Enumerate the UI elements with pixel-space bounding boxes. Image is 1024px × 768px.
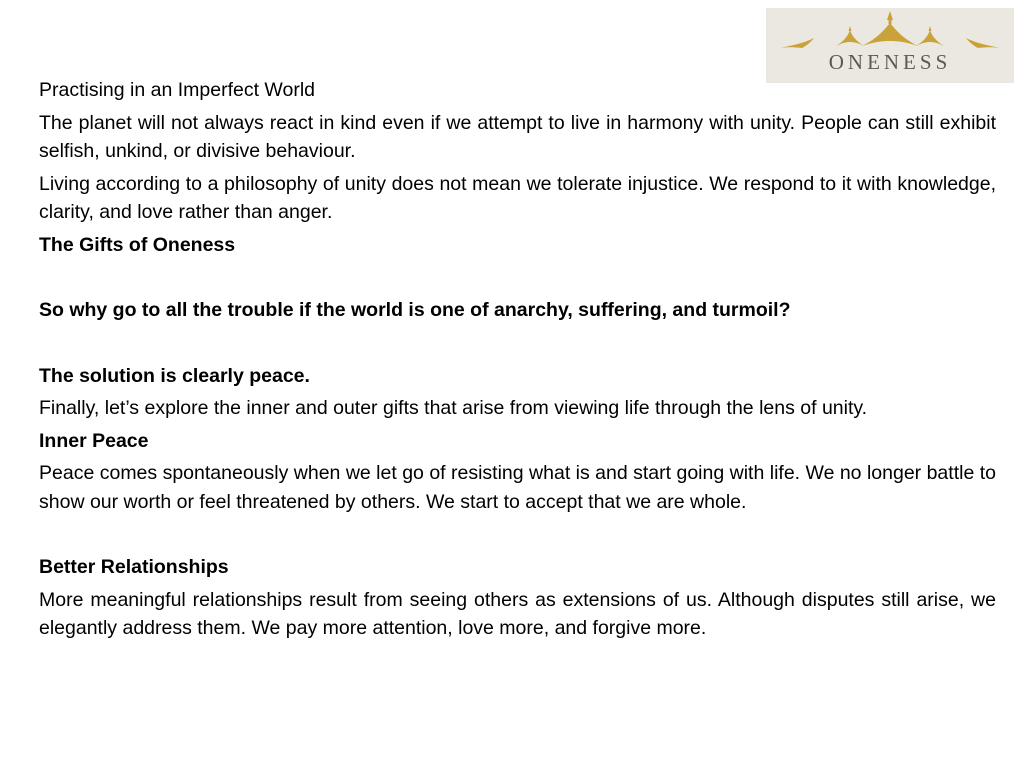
heading-gifts-of-oneness: The Gifts of Oneness — [39, 233, 236, 256]
paragraph-inner-peace: Peace comes spontaneously when we let go of resisting what is and start going with life. We no longer battle to show our worth or feel threatened by others. We start to accept that we are whole. — [39, 462, 996, 513]
paragraph-relationships: More meaningful relationships result from seeing others as extensions of us. Although disputes still arise, we elegantly address them. We pay more attention, love more, and forgive more. — [39, 588, 996, 639]
paragraph-planet: The planet will not always react in kind even if we attempt to live in harmony with unity. People can still exhibit selfish, unkind, or divisive behaviour. — [39, 111, 996, 162]
oneness-logo — [766, 8, 1014, 83]
logo-wordmark: ONENESS — [828, 50, 952, 74]
paragraph-explore-gifts: Finally, let’s explore the inner and outer gifts that arise from viewing life through the lens of unity. — [39, 397, 868, 419]
heading-solution-peace: The solution is clearly peace. — [39, 364, 310, 387]
document-body — [39, 76, 996, 643]
heading-inner-peace: Inner Peace — [39, 429, 149, 452]
heading-why-trouble: So why go to all the trouble if the world is one of anarchy, suffering, and turmoil? — [39, 299, 791, 321]
section-title-practising: Practising in an Imperfect World — [39, 79, 315, 101]
heading-better-relationships: Better Relationships — [39, 556, 229, 578]
paragraph-unity-injustice: Living according to a philosophy of unity does not mean we tolerate injustice. We respond to it with knowledge, clarity, and love rather than anger. — [39, 172, 996, 223]
